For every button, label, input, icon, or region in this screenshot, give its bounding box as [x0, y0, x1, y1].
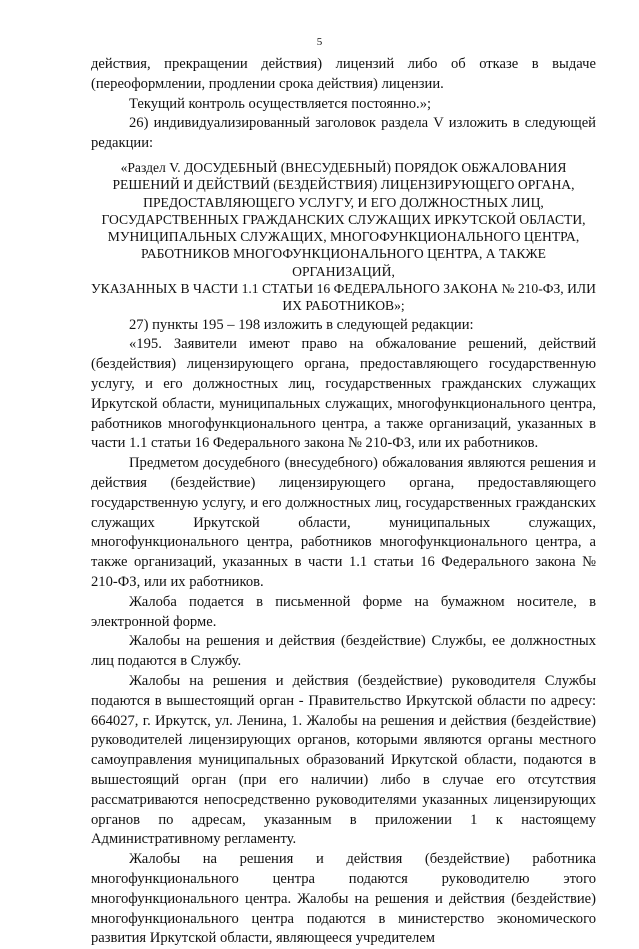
- paragraph-complaints-mfc: Жалобы на решения и действия (бездействие) работника многофункционального центра подаются руководителю этого многофункционального центра. Жалобы на решения и действия (бездействие) многофункционального центра подаются в министерство экономического развития Иркутской области, являющееся учредителем: [91, 851, 596, 947]
- paragraph-item-26: 26) индивидуализированный заголовок раздела V изложить в следующей редакции:: [91, 115, 596, 152]
- section-v-heading: «Раздел V. ДОСУДЕБНЫЙ (ВНЕСУДЕБНЫЙ) ПОРЯДОК ОБЖАЛОВАНИЯ РЕШЕНИЙ И ДЕЙСТВИЙ (БЕЗДЕЙСТВИЯ) ЛИЦЕНЗИРУЮЩЕГО ОРГАНА, ПРЕДОСТАВЛЯЮЩЕГО УСЛУГУ, И ЕГО ДОЛЖНОСТНЫХ ЛИЦ, ГОСУДАРСТВЕННЫХ ГРАЖДАНСКИХ СЛУЖАЩИХ ИРКУТСКОЙ ОБЛАСТИ, МУНИЦИПАЛЬНЫХ СЛУЖАЩИХ, МНОГОФУНКЦИОНАЛЬНОГО ЦЕНТРА, РАБОТНИКОВ МНОГОФУНКЦИОНАЛЬНОГО ЦЕНТРА, А ТАКЖЕ ОРГАНИЗАЦИЙ, УКАЗАННЫХ В ЧАСТИ 1.1 СТАТЬИ 16 ФЕДЕРАЛЬНОГО ЗАКОНА № 210-ФЗ, ИЛИ ИХ РАБОТНИКОВ»;: [91, 159, 596, 314]
- paragraph-current-control: Текущий контроль осуществляется постоянно.»;: [129, 95, 432, 112]
- document-body: [91, 55, 596, 949]
- paragraph-item-27: 27) пункты 195 – 198 изложить в следующей редакции:: [129, 316, 474, 333]
- page-number: 5: [316, 36, 323, 48]
- paragraph-continuation: действия, прекращении действия) лицензий либо об отказе в выдаче (переоформлении, продлении срока действия) лицензии.: [91, 56, 596, 92]
- paragraph-complaint-form: Жалоба подается в письменной форме на бумажном носителе, в электронной форме.: [91, 593, 596, 630]
- paragraph-complaints-head: Жалобы на решения и действия (бездействие) руководителя Службы подаются в вышестоящий орган - Правительство Иркутской области по адресу: 664027, г. Иркутск, ул. Ленина, 1. Жалобы на решения и действия (бездействие) руководителей лицензирующих органов, которыми являются органы местного самоуправления муниципальных образований Иркутской области, подаются в вышестоящий орган (при его наличии) либо в случае его отсутствия рассматриваются непосредственно руководителями указанных лицензирующих органов по адресам, указанным в приложении 1 к настоящему Административному регламенту.: [91, 673, 596, 848]
- paragraph-complaints-service: Жалобы на решения и действия (бездействие) Службы, ее должностных лиц подаются в Службу.: [91, 633, 596, 670]
- paragraph-clause-195: «195. Заявители имеют право на обжалование решений, действий (бездействия) лицензирующего органа, предоставляющего государственную услугу, и его должностных лиц, государственных гражданских служащих Иркутской области, муниципальных служащих, многофункционального центра, работников многофункционального центра, а также организаций, указанных в части 1.1 статьи 16 Федерального закона № 210-ФЗ, или их работников.: [91, 336, 596, 452]
- paragraph-appeal-subject: Предметом досудебного (внесудебного) обжалования являются решения и действия (бездействие) лицензирующего органа, предоставляющего государственную услугу, и его должностных лиц, государственных гражданских служащих Иркутской области, муниципальных служащих, многофункционального центра, работников многофункционального центра, а также организаций, указанных в части 1.1 статьи 16 Федерального закона № 210-ФЗ, или их работников.: [91, 455, 596, 591]
